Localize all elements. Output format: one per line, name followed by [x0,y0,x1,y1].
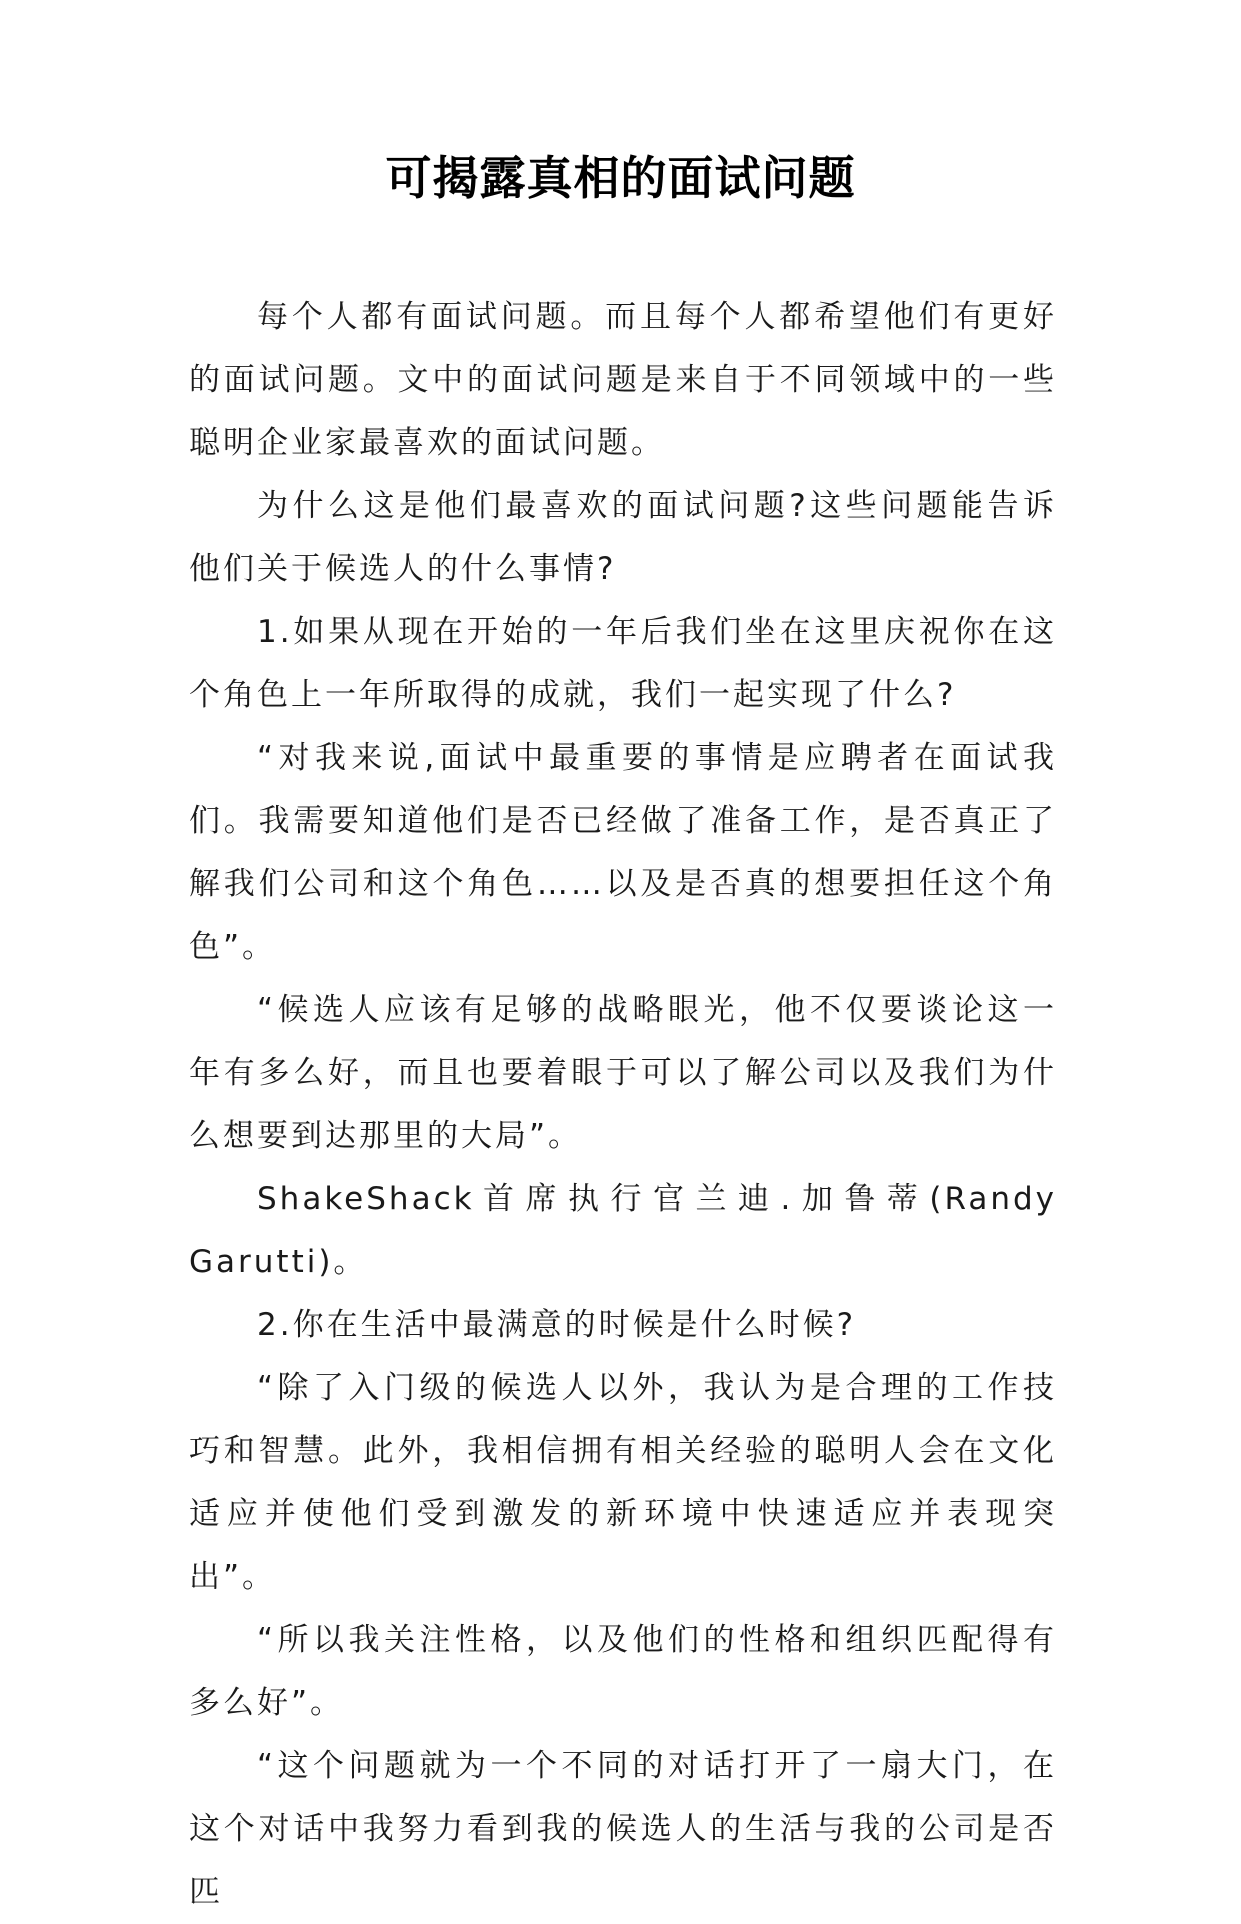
paragraph: 为什么这是他们最喜欢的面试问题?这些问题能告诉他们关于候选人的什么事情? [189,488,1057,587]
paragraph: 1.如果从现在开始的一年后我们坐在这里庆祝你在这个角色上一年所取得的成就，我们一起实现了什么? [189,614,1057,713]
paragraph: “所以我关注性格，以及他们的性格和组织匹配得有多么好”。 [189,1622,1057,1721]
paragraph: 2.你在生活中最满意的时候是什么时候? [257,1307,857,1343]
document-body [189,286,1057,1924]
paragraph: “对我来说,面试中最重要的事情是应聘者在面试我们。我需要知道他们是否已经做了准备工作，是否真正了解我们公司和这个角色……以及是否真的想要担任这个角色”。 [189,740,1057,965]
document-title: 可揭露真相的面试问题 [385,151,856,205]
paragraph: “除了入门级的候选人以外，我认为是合理的工作技巧和智慧。此外，我相信拥有相关经验的聪明人会在文化适应并使他们受到激发的新环境中快速适应并表现突出”。 [189,1370,1057,1595]
paragraph: 每个人都有面试问题。而且每个人都希望他们有更好的面试问题。文中的面试问题是来自于不同领域中的一些聪明企业家最喜欢的面试问题。 [189,299,1057,461]
paragraph: ShakeShack首席执行官兰迪.加鲁蒂(Randy Garutti)。 [189,1181,1057,1280]
paragraph: “候选人应该有足够的战略眼光，他不仅要谈论这一年有多么好，而且也要着眼于可以了解公司以及我们为什么想要到达那里的大局”。 [189,992,1057,1154]
paragraph: “这个问题就为一个不同的对话打开了一扇大门，在这个对话中我努力看到我的候选人的生活与我的公司是否匹 [189,1748,1057,1910]
